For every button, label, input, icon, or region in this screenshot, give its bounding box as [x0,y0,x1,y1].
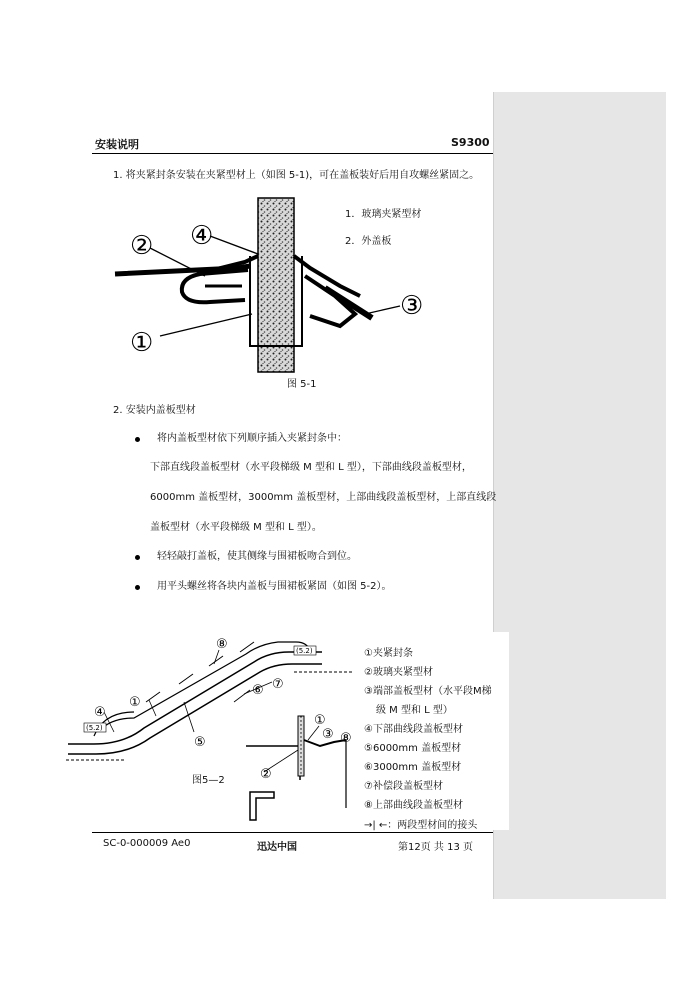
bullet-dot [135,585,140,590]
step2-para-line3: 盖板型材（水平段梯级 M 型和 L 型）。 [150,522,322,533]
fig2-legend-1: ①夹紧封条 [364,648,413,659]
step2-bullet1: 将内盖板型材依下列顺序插入夹紧封条中： [157,433,347,444]
fig2-section-label-left: (5.2) [86,724,103,732]
step2-para-line2: 6000mm 盖板型材，3000mm 盖板型材，上部曲线段盖板型材，上部直线段 [150,492,497,503]
fig1-legend-2: 2．外盖板 [345,236,392,247]
fig2-detail-callout-8: ⑧ [340,731,352,746]
fig2-legend-joint: →| ←：两段型材间的接头 [364,820,478,831]
fig1-callout-4: ④ [190,221,214,251]
fig2-callout-7: ⑦ [272,677,284,692]
fig2-legend-6: ⑥3000mm 盖板型材 [364,762,462,773]
header-rule [92,153,493,154]
fig2-legend-7: ⑦补偿段盖板型材 [364,781,443,792]
fig1-callout-3: ③ [400,291,424,321]
fig2-callout-4: ④ [94,705,106,720]
fig2-callout-8: ⑧ [216,637,228,652]
bullet-dot [135,555,140,560]
step1-text: 1. 将夹紧封条安装在夹紧型材上（如图 5-1)，可在盖板装好后用自攻螺丝紧固之。 [113,170,480,181]
fig2-detail-callout-1: ① [314,713,326,728]
fig2-legend-8: ⑧上部曲线段盖板型材 [364,800,463,811]
footer-doc-number: SC-0-000009 Ae0 [103,838,191,849]
fig2-legend-2: ②玻璃夹紧型材 [364,667,433,678]
header-model: S9300 [451,136,490,149]
step2-bullet2: 轻轻敲打盖板，使其侧缘与围裙板吻合到位。 [157,551,357,562]
fig1-callout-2: ② [130,231,154,261]
fig2-callout-5: ⑤ [194,735,206,750]
step2-bullet3: 用平头螺丝将各块内盖板与围裙板紧固（如图 5-2）。 [157,581,392,592]
fig2-detail-callout-2: ② [260,767,272,782]
footer-rule [92,832,493,833]
step2-title: 2. 安装内盖板型材 [113,405,196,416]
footer-page-number: 第12页 共 13 页 [398,842,473,853]
fig2-section-label-right: (5.2) [296,647,313,655]
fig1-legend-1: 1．玻璃夹紧型材 [345,209,422,220]
fig2-legend-5: ⑤6000mm 盖板型材 [364,743,462,754]
header-title: 安装说明 [95,138,139,151]
fig2-legend-4: ④下部曲线段盖板型材 [364,724,463,735]
bullet-dot [135,437,140,442]
side-panel [493,92,666,899]
fig2-callout-1: ① [129,695,141,710]
fig1-caption: 图 5-1 [287,379,317,390]
fig2-legend-3: ③端部盖板型材（水平段M梯 [364,686,492,697]
fig2-caption: 图5—2 [192,775,225,786]
fig2-detail-callout-3: ③ [322,727,334,742]
fig2-callout-6: ⑥ [252,683,264,698]
figure-5-1 [110,196,450,374]
fig2-legend-3b: 级 M 型和 L 型） [376,705,453,716]
step2-para-line1: 下部直线段盖板型材（水平段梯级 M 型和 L 型），下部曲线段盖板型材， [150,462,472,473]
fig1-callout-1: ① [130,328,154,358]
figure-5-2 [64,632,360,828]
footer-company: 迅达中国 [257,842,297,853]
